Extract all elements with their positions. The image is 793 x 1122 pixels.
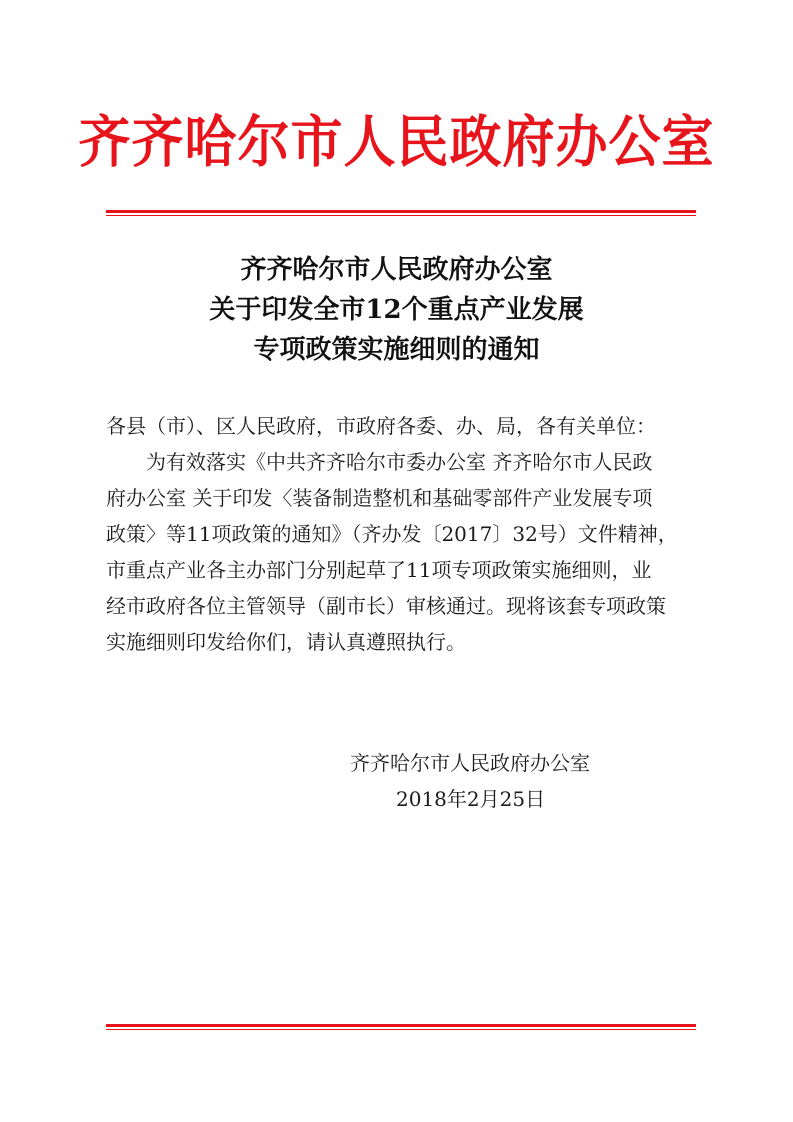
- signature-block: [340, 745, 640, 817]
- divider-thin-line: [106, 215, 696, 216]
- divider-thick-line: [106, 210, 696, 213]
- document-body: [106, 408, 696, 660]
- document-title: [0, 250, 793, 370]
- salutation: 各县（市）、区人民政府，市政府各委、办、局，各有关单位：: [106, 414, 656, 438]
- body-line-3: 政策〉等11项政策的通知》（齐办发〔2017〕32号）文件精神，: [106, 522, 678, 546]
- footer-thin-line: [106, 1029, 696, 1030]
- signature-date: 2018年2月25日: [396, 787, 546, 811]
- body-line-4: 市重点产业各主办部门分别起草了11项专项政策实施细则，业: [106, 558, 652, 582]
- masthead-divider: [106, 210, 696, 216]
- footer-divider: [106, 1024, 696, 1030]
- body-line-5: 经市政府各位主管领导（副市长）审核通过。现将该套专项政策: [106, 594, 666, 618]
- document-title-line-3: 专项政策实施细则的通知: [253, 335, 540, 365]
- body-line-2: 府办公室 关于印发〈装备制造整机和基础零部件产业发展专项: [106, 486, 653, 510]
- document-title-line-2: 关于印发全市12个重点产业发展: [209, 295, 584, 325]
- masthead-title: 齐齐哈尔市人民政府办公室: [78, 109, 715, 176]
- body-line-1: 为有效落实《中共齐齐哈尔市委办公室 齐齐哈尔市人民政: [146, 450, 653, 474]
- footer-thick-line: [106, 1024, 696, 1027]
- document-title-line-1: 齐齐哈尔市人民政府办公室: [240, 255, 553, 285]
- signature-organization: 齐齐哈尔市人民政府办公室: [350, 751, 590, 775]
- body-line-6: 实施细则印发给你们，请认真遵照执行。: [106, 630, 466, 654]
